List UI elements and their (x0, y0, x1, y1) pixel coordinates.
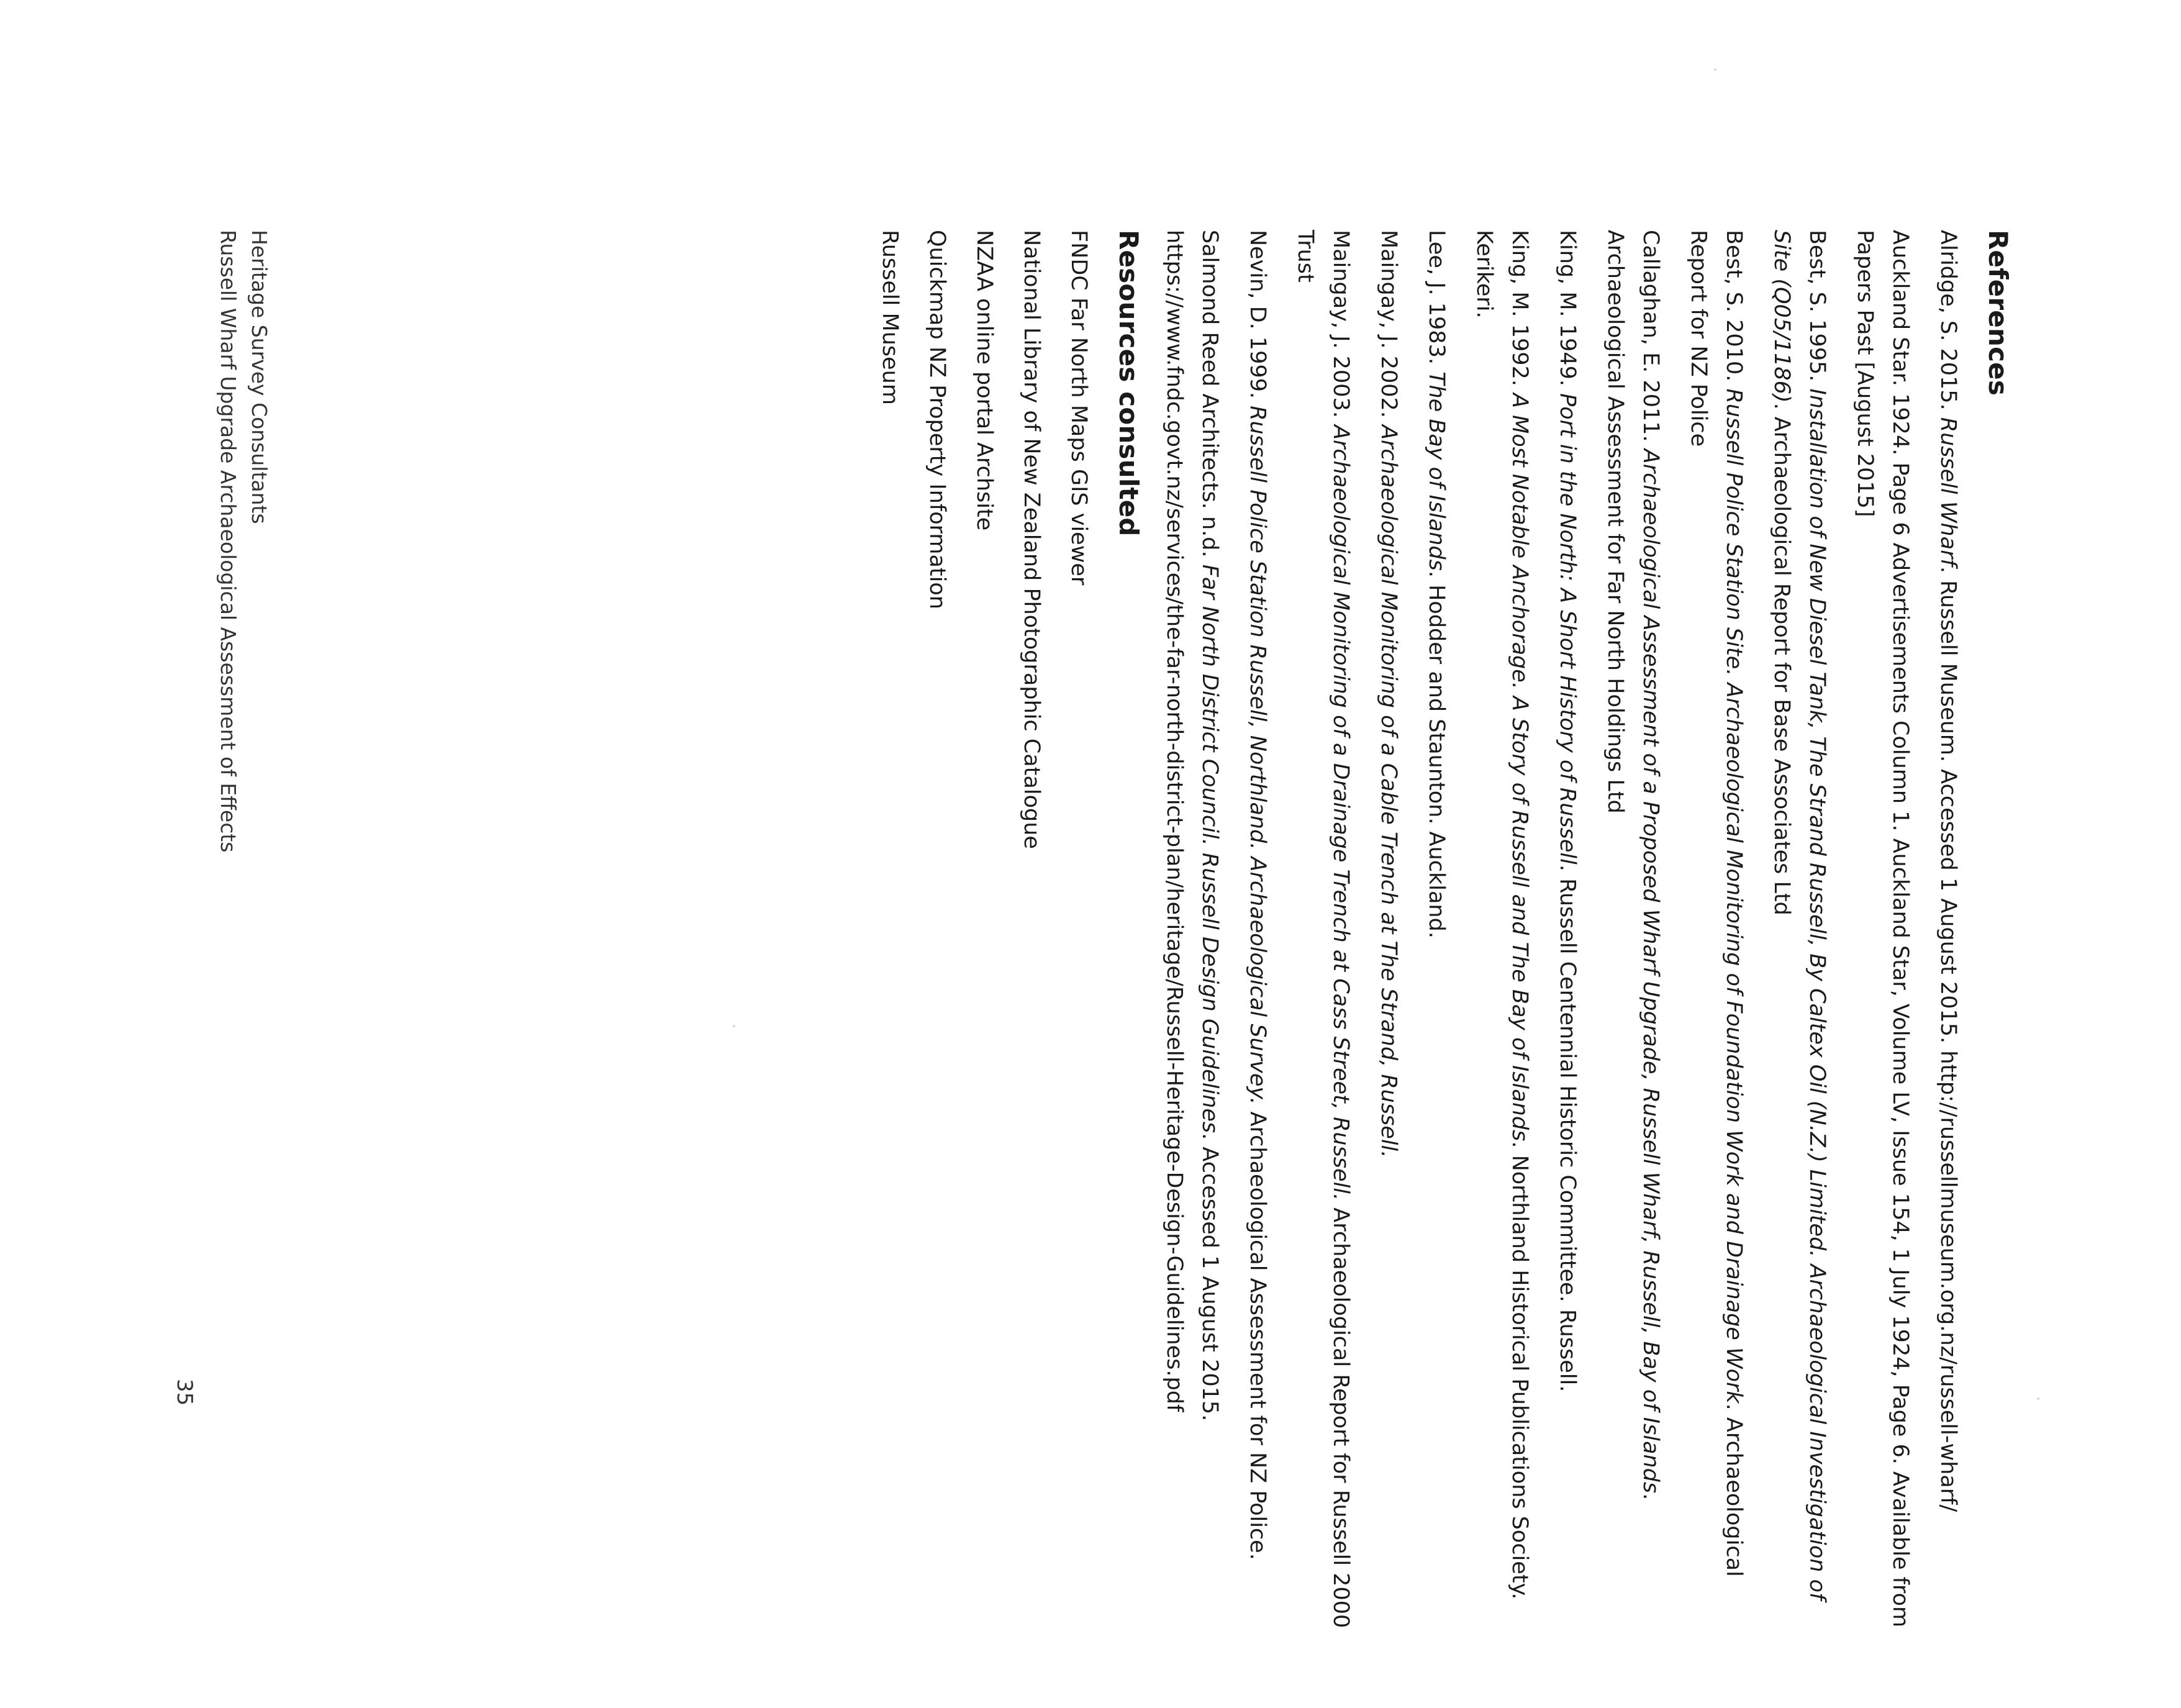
reference-entry (1418, 230, 1454, 1646)
references-list (1156, 230, 1966, 1708)
ref-author: Salmond Reed Architects. n.d. (1197, 230, 1222, 565)
ref-detail: Archaeological Assessment for NZ Police. (1245, 1104, 1270, 1560)
ref-title: Russell Wharf (1936, 417, 1961, 566)
reference-entry (1930, 230, 1966, 1646)
ref-detail: . Accessed 1 August 2015. https://www.fndc.govt.nz/services/the-far-north-district-plan/heritage/Russell-Heritage-Design-Guidelines.pdf (1162, 230, 1222, 1422)
page-number: 35 (172, 1379, 197, 1406)
ref-author: Callaghan, E. 2011. (1638, 230, 1663, 449)
ref-title: A Most Notable Anchorage. A Story of Russell and The Bay of Islands (1507, 393, 1532, 1142)
ref-author: Alridge, S. 2015. (1936, 230, 1961, 417)
ref-author: Maingay, J. 2003. (1328, 230, 1353, 425)
ref-author: Lee, J. 1983. (1424, 230, 1449, 372)
reference-entry (1597, 230, 1668, 1646)
page-content (860, 230, 2013, 1708)
reference-entry (1287, 230, 1358, 1646)
ref-detail: . Russell Museum. Accessed 1 August 2015. http://russellmuseum.org.nz/russell-wharf/ (1936, 566, 1961, 1512)
ref-title: Far North District Council. Russell Design Guidelines (1197, 564, 1222, 1133)
scan-speck (1714, 68, 1716, 71)
ref-title: Port in the North: A Short History of Russell (1555, 393, 1580, 865)
ref-author: Auckland Star. 1924. Page 6 Advertisements Column 1. Auckland Star, Volume LV, Issue 154, 1 July 1924, Page 6. Available from Papers Past [August 2015] (1852, 230, 1913, 1628)
reference-entry (1847, 230, 1918, 1646)
resources-heading: Resources consulted (1113, 230, 1144, 537)
scan-speck (2037, 1397, 2039, 1400)
resource-item: Russell Museum (877, 230, 902, 405)
ref-author: Nevin, D. 1999. (1245, 230, 1270, 406)
ref-title: The Bay of Islands (1424, 371, 1449, 571)
ref-detail: . Northland Historical Publications Society. Kerikeri. (1472, 230, 1532, 1600)
reference-entry (1156, 230, 1227, 1646)
ref-detail: . Archaeological Report for NZ Police (1686, 230, 1746, 1577)
footer-report-title: Russell Wharf Upgrade Archaeological Assessment of Effects (216, 230, 240, 853)
reference-entry (1371, 230, 1406, 1646)
ref-author: Best, S. 1995. (1805, 230, 1830, 389)
ref-title: Archaeological Monitoring of a Cable Trench at The Strand, Russell. (1376, 425, 1401, 1158)
ref-title: Russell Police Station Site. Archaeological Monitoring of Foundation Work and Drainage Work (1721, 388, 1746, 1404)
ref-title: Installation of New Diesel Tank, The Strand Russell, By Caltex Oil (N.Z.) Limited. Archaeological Investigation of Site (Q05/1186) (1769, 230, 1830, 1601)
ref-author: Maingay, J. 2002. (1376, 230, 1401, 425)
ref-detail: Archaeological Report for Russell 2000 Trust (1293, 230, 1353, 1629)
ref-detail: . Archaeological Report for Base Associates Ltd (1769, 402, 1794, 915)
resource-item: Quickmap NZ Property Information (925, 230, 950, 609)
ref-title: Archaeological Assessment of a Proposed Wharf Upgrade, Russell Wharf, Russell, Bay of Islands (1638, 448, 1663, 1494)
scan-speck (733, 1025, 735, 1027)
resource-item: National Library of New Zealand Photographic Catalogue (1019, 230, 1044, 849)
ref-author: Best, S. 2010. (1721, 230, 1746, 389)
ref-detail: . Russell Centennial Historic Committee. Russell. (1555, 864, 1580, 1392)
ref-author: King, M. 1949. (1555, 230, 1580, 394)
reference-entry (1764, 230, 1834, 1646)
footer-company: Heritage Survey Consultants (247, 230, 271, 524)
resource-item: NZAA online portal Archsite (972, 230, 997, 531)
resource-item: FNDC Far North Maps GIS viewer (1066, 230, 1091, 586)
resources-list (872, 230, 1096, 1708)
ref-detail: . Hodder and Staunton. Auckland. (1424, 570, 1449, 938)
ref-detail: . Archaeological Assessment for Far North Holdings Ltd (1603, 230, 1663, 1501)
reference-entry (1549, 230, 1585, 1646)
page-footer (212, 230, 274, 853)
ref-title: Russell Police Station Russell, Northland. Archaeological Survey. (1245, 406, 1270, 1105)
ref-title: Archaeological Monitoring of a Drainage Trench at Cass Street, Russell. (1328, 425, 1353, 1201)
references-heading: References (1983, 230, 2013, 396)
reference-entry (1680, 230, 1751, 1646)
ref-author: King, M. 1992. (1507, 230, 1532, 394)
reference-entry (1466, 230, 1537, 1646)
reference-entry (1240, 230, 1275, 1646)
